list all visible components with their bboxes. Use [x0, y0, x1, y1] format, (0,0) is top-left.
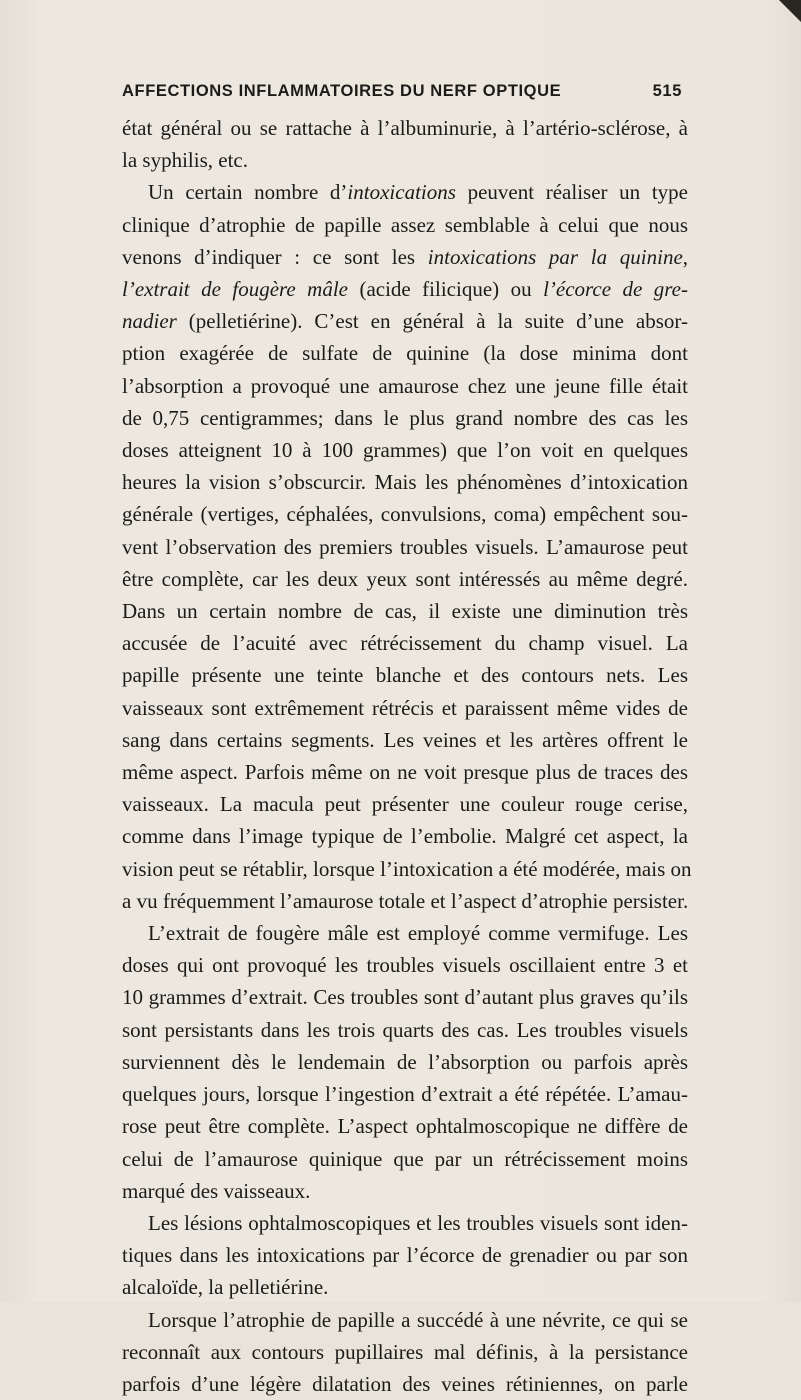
- text-line: Les lésions ophtalmoscopiques et les troubles visuels sont iden-: [148, 1210, 688, 1235]
- text-line: vision peut se rétablir, lorsque l’intoxication a été modérée, mais on: [122, 856, 692, 881]
- text-span: venons d’indiquer : ce sont les: [122, 244, 428, 269]
- text-line: [122, 176, 688, 208]
- page-number: 515: [652, 82, 682, 100]
- text-line: état général ou se rattache à l’albuminurie, à l’artério-sclérose, à: [122, 116, 688, 140]
- text-line: [122, 241, 688, 273]
- text-line: tiques dans les intoxications par l’écorce de grenadier ou par son: [122, 1243, 688, 1268]
- text-line: sang dans certains segments. Les veines et les artères offrent le: [122, 727, 688, 752]
- text-line: comme dans l’image typique de l’embolie. Malgré cet aspect, la: [122, 824, 688, 849]
- text-line: la syphilis, etc.: [122, 148, 248, 173]
- text-line: L’extrait de fougère mâle est employé comme vermifuge. Les: [148, 921, 688, 946]
- text-line: accusée de l’acuité avec rétrécissement du champ visuel. La: [122, 631, 688, 656]
- text-line: être complète, car les deux yeux sont intéressés au même degré.: [122, 566, 688, 591]
- text-line: l’absorption a provoqué une amaurose chez une jeune fille était: [122, 373, 688, 398]
- text-span: Un certain nombre d’: [148, 180, 348, 205]
- text-line: vaisseaux sont extrêmement rétrécis et paraissent même vides de: [122, 695, 688, 720]
- text-line: rose peut être complète. L’aspect ophtalmoscopique ne diffère de: [122, 1114, 688, 1139]
- text-line: vaisseaux. La macula peut présenter une couleur rouge cerise,: [122, 792, 688, 817]
- italic-span: intoxications: [347, 180, 456, 205]
- text-line: sont persistants dans les trois quarts des cas. Les troubles visuels: [122, 1017, 688, 1042]
- italic-span: nadier: [122, 309, 177, 334]
- text-line: parfois d’une légère dilatation des veines rétiniennes, on parle: [122, 1371, 688, 1396]
- text-line: heures la vision s’obscurcir. Mais les phénomènes d’intoxication: [122, 470, 688, 495]
- text-line: reconnaît aux contours pupillaires mal définis, à la persistance: [122, 1339, 688, 1364]
- text-line: marqué des vaisseaux.: [122, 1178, 311, 1203]
- text-line: surviennent dès le lendemain de l’absorption ou parfois après: [122, 1049, 688, 1074]
- text-line: vent l’observation des premiers troubles visuels. L’amaurose peut: [122, 534, 688, 559]
- text-span: (acide filicique) ou: [348, 277, 544, 302]
- text-line: celui de l’amaurose quinique que par un rétrécissement moins: [122, 1146, 688, 1171]
- text-span: (pelletiérine). C’est en général à la suite d’une absor-: [176, 309, 688, 334]
- italic-span: intoxications par la quinine: [427, 244, 683, 269]
- text-line: ption exagérée de sulfate de quinine (la dose minima dont: [122, 341, 688, 366]
- text-line: [122, 305, 688, 337]
- text-line: clinique d’atrophie de papille assez semblable à celui que nous: [122, 212, 688, 237]
- body-text: [122, 112, 692, 1400]
- text-line: a vu fréquemment l’amaurose totale et l’aspect d’atrophie persister.: [122, 888, 689, 913]
- text-line: quelques jours, lorsque l’ingestion d’extrait a été répétée. L’amau-: [122, 1082, 688, 1107]
- text-line: papille présente une teinte blanche et des contours nets. Les: [122, 663, 688, 688]
- text-span: peuvent réaliser un type: [455, 180, 688, 205]
- text-line: même aspect. Parfois même on ne voit presque plus de traces des: [122, 760, 688, 785]
- italic-span: l’extrait de fougère mâle: [122, 277, 348, 302]
- page-corner-mark: [779, 0, 801, 22]
- text-line: doses atteignent 10 à 100 grammes) que l’on voit en quelques: [122, 438, 688, 463]
- text-line: 10 grammes d’extrait. Ces troubles sont d’autant plus graves qu’ils: [122, 985, 688, 1010]
- text-line: doses qui ont provoqué les troubles visuels oscillaient entre 3 et: [122, 953, 688, 978]
- running-title: AFFECTIONS INFLAMMATOIRES DU NERF OPTIQUE: [122, 82, 562, 100]
- text-line: Lorsque l’atrophie de papille a succédé à une névrite, ce qui se: [148, 1307, 688, 1332]
- text-line: de 0,75 centigrammes; dans le plus grand nombre des cas les: [122, 405, 688, 430]
- text-line: générale (vertiges, céphalées, convulsions, coma) empêchent sou-: [122, 502, 688, 527]
- text-line: alcaloïde, la pelletiérine.: [122, 1275, 329, 1300]
- text-line: Dans un certain nombre de cas, il existe une diminution très: [122, 599, 688, 624]
- running-header: [122, 82, 682, 101]
- text-line: [122, 273, 688, 305]
- text-span: ,: [682, 244, 689, 269]
- italic-span: l’écorce de gre-: [543, 277, 688, 302]
